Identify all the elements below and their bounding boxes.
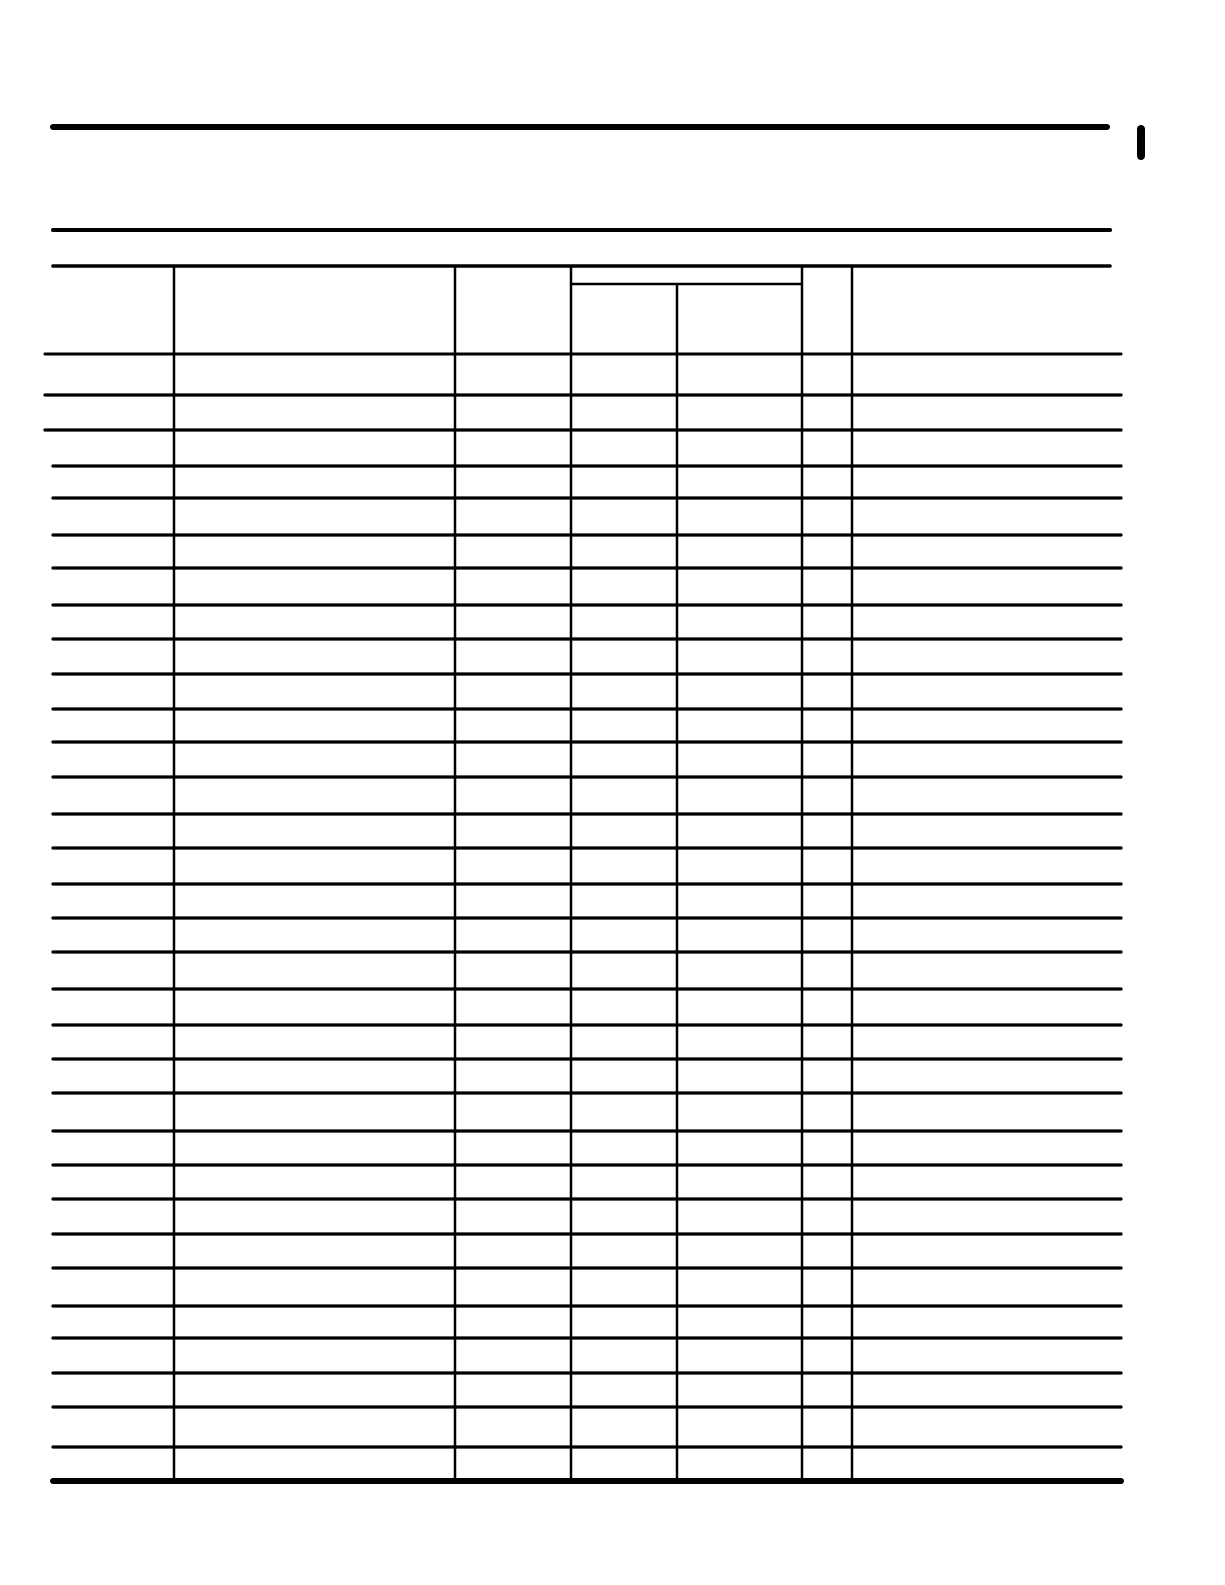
column-rules [174, 266, 852, 1479]
row-rules [45, 354, 1121, 1447]
